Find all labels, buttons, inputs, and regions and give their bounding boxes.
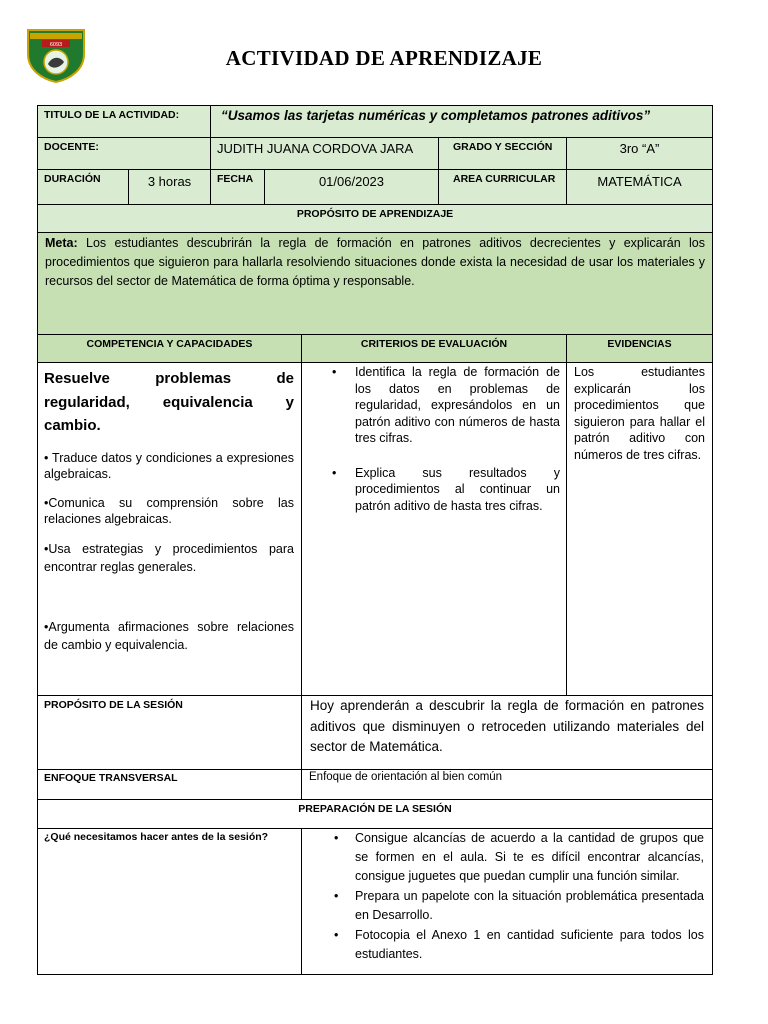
antes-item: • Consigue alcancías de acuerdo a la cantidad de grupos que se formen en el aula. Si te es difícil encontrar alcancías, consigue juguetes que puedan cumplir una función similar. [302,829,704,886]
evidencias-text: Los estudiantes explicarán los procedimientos que siguieron para hallar el patrón aditivo con números de tres cifras. [574,365,705,462]
proposito-sesion-cell [301,695,713,770]
antes-item: • Fotocopia el Anexo 1 en cantidad suficiente para todos los estudiantes. [302,926,704,964]
logo-text: 6093 [49,42,63,48]
titulo-value-cell [210,105,713,138]
criterio-item: • Identifica la regla de formación de los datos en problemas de regularidad, expresándolos en un patrón aditivo con números de hasta tres cifras. [302,364,560,447]
proposito-sesion-label: PROPÓSITO DE LA SESIÓN [37,695,302,770]
preparacion-header: PREPARACIÓN DE LA SESIÓN [37,799,713,829]
page-title: ACTIVIDAD DE APRENDIZAJE [225,46,543,70]
antes-item: • Prepara un papelote con la situación problemática presentada en Desarrollo. [302,887,704,925]
capacidad-item: •Usa estrategias y procedimientos para encontrar reglas generales. [44,541,294,574]
criterios-header: CRITERIOS DE EVALUACIÓN [301,334,567,363]
criterios-list [302,364,560,514]
competencia-title: Resuelve problemas de regularidad, equivalencia y cambio. [44,370,294,434]
docente-value-cell [210,137,439,170]
antes-label: ¿Qué necesitamos hacer antes de la sesión? [37,828,302,975]
enfoque-value: Enfoque de orientación al bien común [309,771,503,783]
area-value-cell [566,169,713,205]
grado-value-cell [566,137,713,170]
evidencias-header: EVIDENCIAS [566,334,713,363]
capacidad-item: • Traduce datos y condiciones a expresiones algebraicas. [44,450,294,481]
evidencias-cell [566,362,713,696]
criterio-item: • Explica sus resultados y procedimientos al continuar un patrón aditivo de hasta tres cifras. [302,465,560,515]
competencia-header: COMPETENCIA Y CAPACIDADES [37,334,302,363]
capacidad-item: •Argumenta afirmaciones sobre relaciones de cambio y equivalencia. [44,619,294,652]
titulo-value: “Usamos las tarjetas numéricas y completamos patrones aditivos” [221,108,651,123]
meta-label: Meta: [45,236,78,250]
enfoque-label: ENFOQUE TRANSVERSAL [37,769,302,800]
enfoque-cell [301,769,713,800]
grado-label: GRADO Y SECCIÓN [438,137,567,170]
competencia-cell [37,362,302,696]
duracion-value: 3 horas [147,174,192,189]
fecha-value-cell [264,169,439,205]
titulo-label: TITULO DE LA ACTIVIDAD: [37,105,211,138]
docente-value: JUDITH JUANA CORDOVA JARA [217,141,414,156]
duracion-label: DURACIÓN [37,169,129,205]
area-label: AREA CURRICULAR [438,169,567,205]
fecha-value: 01/06/2023 [318,174,385,189]
proposito-header: PROPÓSITO DE APRENDIZAJE [37,204,713,233]
docente-label: DOCENTE: [37,137,211,170]
meta-text: Los estudiantes descubrirán la regla de formación en patrones aditivos decrecientes y explicarán los procedimientos que siguieron para hallarla resolviendo situaciones donde exista la necesidad de usar los materiales y recursos del sector de Matemática de forma óptima y responsable. [45,236,705,288]
antes-list [302,829,712,964]
proposito-sesion-value: Hoy aprenderán a descubrir la regla de formación en patrones aditivos que disminuyen o retroceden utilizando materiales del sector de Matemática. [310,698,704,754]
grado-value: 3ro “A” [619,141,660,156]
fecha-label: FECHA [210,169,265,205]
meta-cell [37,232,713,335]
antes-cell [301,828,713,975]
capacidad-item: •Comunica su comprensión sobre las relaciones algebraicas. [44,495,294,526]
area-value: MATEMÁTICA [597,174,682,189]
criterios-cell [301,362,567,696]
duracion-value-cell [128,169,211,205]
